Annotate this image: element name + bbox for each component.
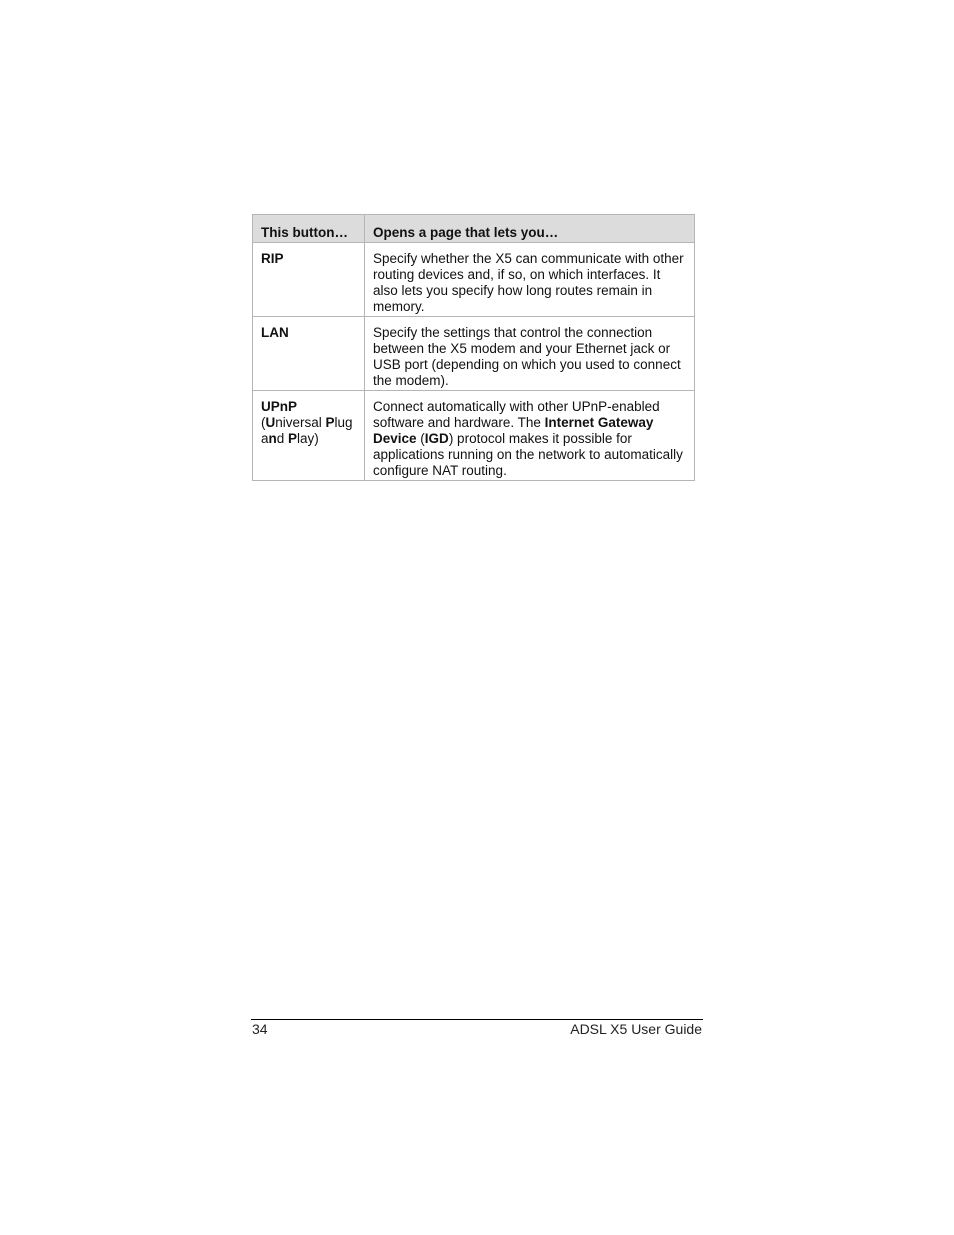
header-description-column: Opens a page that lets you… xyxy=(365,215,695,243)
description-lan: Specify the settings that control the connection between the X5 modem and your Ethernet jack or USB port (depending on which you used to connect the modem). xyxy=(365,317,695,391)
description-rip: Specify whether the X5 can communicate with other routing devices and, if so, on which interfaces. It also lets you specify how long routes remain in memory. xyxy=(365,243,695,317)
button-name-rip: RIP xyxy=(253,243,365,317)
term-igd: IGD xyxy=(424,431,449,446)
button-description-table xyxy=(252,214,695,481)
term-internet-gateway-device: Internet Gateway Device xyxy=(373,415,654,446)
footer-divider xyxy=(251,1019,703,1020)
button-name-upnp: UPnP xyxy=(261,399,298,414)
button-name-cell-upnp xyxy=(253,391,365,481)
upnp-expansion: (Universal Plug and Play) xyxy=(261,415,353,446)
description-upnp: Connect automatically with other UPnP-enabled software and hardware. The Internet Gateway Device (IGD) protocol makes it possible for applications running on the network to automatically configure NAT routing. xyxy=(365,391,695,481)
table-header-row xyxy=(253,215,695,243)
button-name-lan: LAN xyxy=(253,317,365,391)
guide-title: ADSL X5 User Guide xyxy=(570,1021,702,1037)
table-row-lan xyxy=(253,317,695,391)
page-number: 34 xyxy=(252,1021,268,1037)
header-button-column: This button… xyxy=(253,215,365,243)
table-row-rip xyxy=(253,243,695,317)
table-row-upnp xyxy=(253,391,695,481)
